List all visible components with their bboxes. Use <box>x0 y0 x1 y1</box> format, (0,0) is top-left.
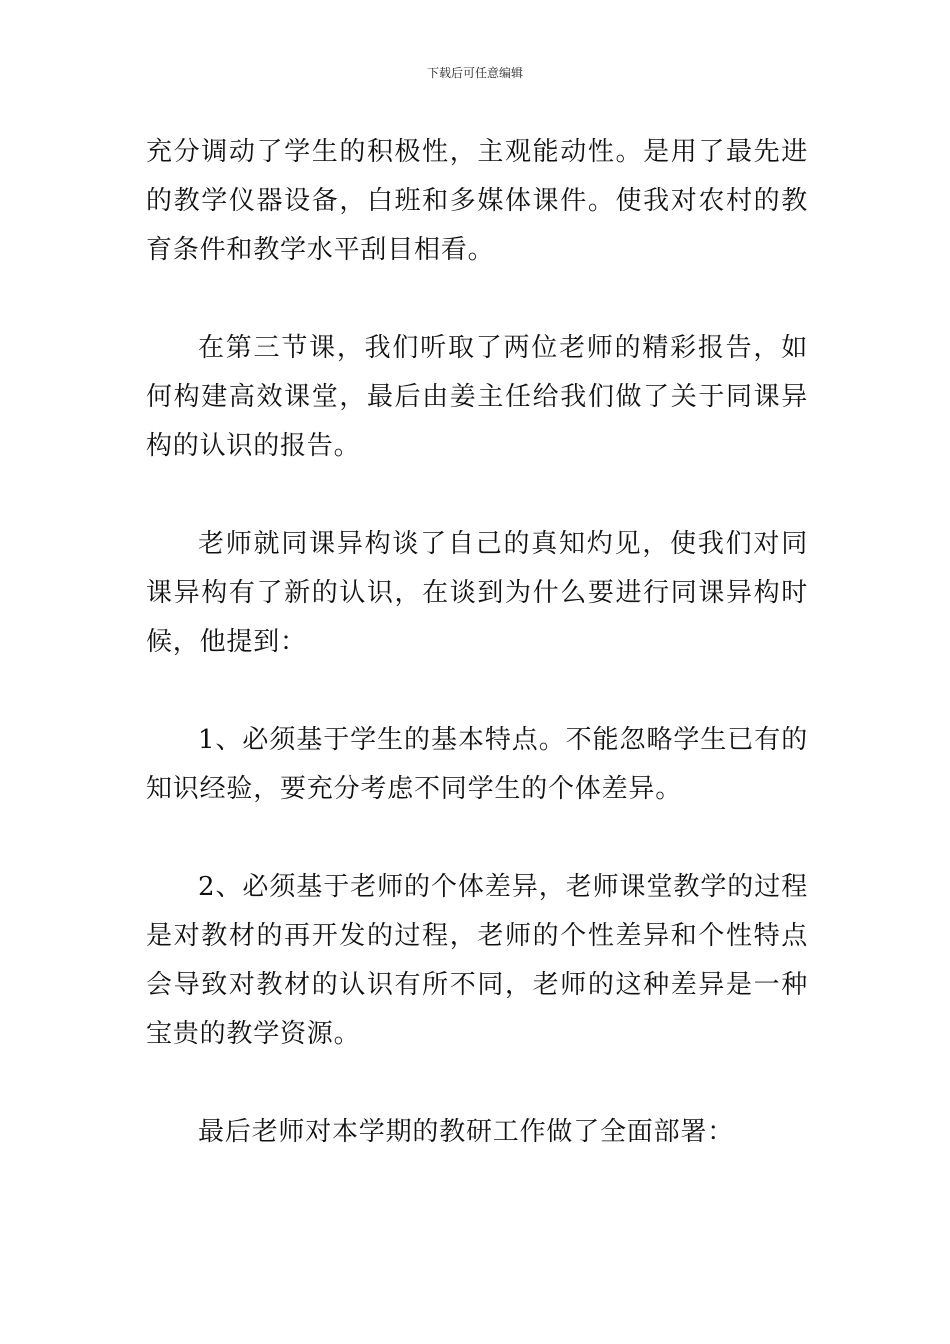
paragraph-4: 1、必须基于学生的基本特点。不能忽略学生已有的知识经验，要充分考虑不同学生的个体差异。 <box>146 725 808 804</box>
paragraph-6: 最后老师对本学期的教研工作做了全面部署： <box>198 1117 735 1147</box>
page-header-note: 下载后可任意编辑 <box>426 66 523 80</box>
paragraph-1: 充分调动了学生的积极性，主观能动性。是用了最先进的教学仪器设备，白班和多媒体课件。使我对农村的教育条件和教学水平刮目相看。 <box>146 137 808 265</box>
paragraph-5: 2、必须基于老师的个体差异，老师课堂教学的过程是对教材的再开发的过程，老师的个性差异和个性特点会导致对教材的认识有所不同，老师的这种差异是一种宝贵的教学资源。 <box>146 872 808 1049</box>
document-body <box>146 128 808 1157</box>
paragraph-3: 老师就同课异构谈了自己的真知灼见，使我们对同课异构有了新的认识，在谈到为什么要进行同课异构时候，他提到： <box>146 529 808 657</box>
paragraph-2: 在第三节课，我们听取了两位老师的精彩报告，如何构建高效课堂，最后由姜主任给我们做了关于同课异构的认识的报告。 <box>146 333 808 461</box>
